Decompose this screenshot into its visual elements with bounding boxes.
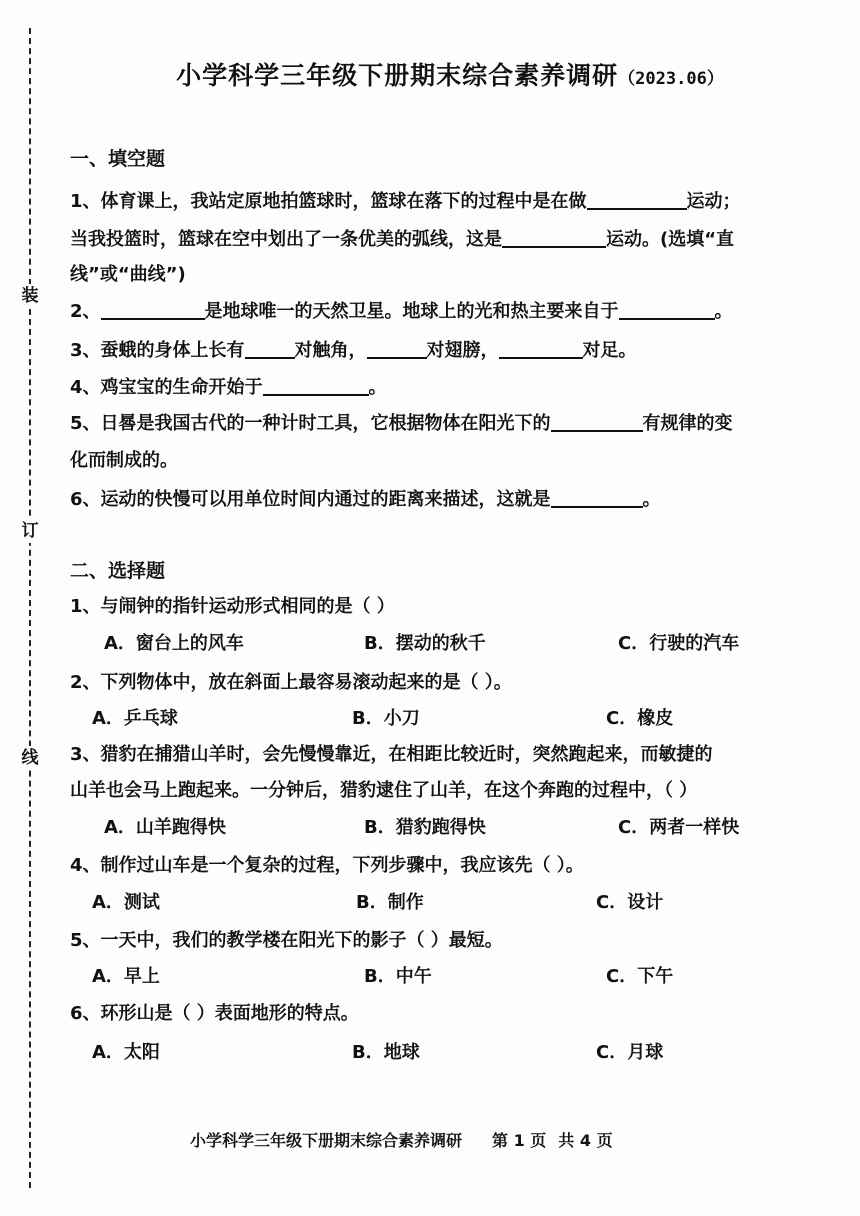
page-title: [40, 56, 860, 92]
fill-q3-blank3[interactable]: [499, 337, 583, 359]
choice-q2-stem: 2、下列物体中，放在斜面上最容易滚动起来的是（ ）。: [70, 672, 512, 693]
choice-q3-option-a[interactable]: A．山羊跑得快: [104, 817, 226, 838]
fill-q1-text-c: 当我投篮时，篮球在空中划出了一条优美的弧线，这是: [70, 229, 502, 250]
fill-q1-text-a: 1、体育课上，我站定原地拍篮球时，篮球在落下的过程中是在做: [70, 191, 587, 212]
choice-q4-option-c[interactable]: C．设计: [596, 892, 664, 913]
choice-q5-option-a[interactable]: A．早上: [92, 966, 160, 987]
footer-total-pages: 共 4 页: [558, 1131, 613, 1150]
binding-mark-xian: 线: [18, 746, 42, 770]
choice-q2-option-a[interactable]: A．乒乓球: [92, 708, 178, 729]
fill-q3-text-b: 对触角，: [294, 340, 367, 361]
choice-q1-stem: 1、与闹钟的指针运动形式相同的是（ ）: [70, 596, 395, 617]
fill-q3: [70, 337, 637, 364]
fill-q2-blank1[interactable]: [101, 298, 205, 320]
choice-q6-option-b[interactable]: B．地球: [352, 1042, 420, 1063]
choice-q6-stem: 6、环形山是（ ）表面地形的特点。: [70, 1003, 359, 1024]
fill-q1-text-b: 运动；: [686, 191, 741, 212]
section-heading-fill-blank: 一、填空题: [70, 148, 166, 170]
fill-q3-text-c: 对翅膀，: [426, 340, 499, 361]
fill-q3-blank2[interactable]: [367, 337, 427, 359]
choice-q2-option-b[interactable]: B．小刀: [352, 708, 420, 729]
fill-q1-blank1[interactable]: [587, 188, 687, 210]
title-text: 小学科学三年级下册期末综合素养调研: [176, 61, 619, 90]
fill-q2: [70, 298, 733, 325]
choice-q5-stem: 5、一天中，我们的教学楼在阳光下的影子（ ）最短。: [70, 930, 503, 951]
fill-q5-blank1[interactable]: [551, 410, 643, 432]
fill-q4-text-a: 4、鸡宝宝的生命开始于: [70, 377, 263, 398]
fill-q3-text-a: 3、蚕蛾的身体上长有: [70, 340, 245, 361]
choice-q1-option-a[interactable]: A．窗台上的风车: [104, 633, 244, 654]
footer-page-number: 第 1 页: [492, 1131, 547, 1150]
fill-q2-blank2[interactable]: [619, 298, 715, 320]
fill-q6-blank1[interactable]: [551, 486, 643, 508]
choice-q3-stem-line2: 山羊也会马上跑起来。一分钟后，猎豹逮住了山羊，在这个奔跑的过程中，（ ）: [70, 780, 698, 801]
fill-q5-line2: 化而制成的。: [70, 450, 178, 471]
fill-q1-line3: 线”或“曲线”): [70, 264, 186, 285]
fill-q6: [70, 486, 661, 513]
choice-q6-option-c[interactable]: C．月球: [596, 1042, 664, 1063]
choice-q5-option-c[interactable]: C．下午: [606, 966, 674, 987]
fill-q3-text-d: 对足。: [582, 340, 637, 361]
choice-q6-option-a[interactable]: A．太阳: [92, 1042, 160, 1063]
binding-dashed-line: [29, 28, 31, 1188]
choice-q3-option-c[interactable]: C．两者一样快: [618, 817, 740, 838]
footer-title: 小学科学三年级下册期末综合素养调研: [190, 1131, 463, 1150]
title-date: （2023.06）: [618, 69, 724, 89]
choice-q4-stem: 4、制作过山车是一个复杂的过程，下列步骤中，我应该先（ ）。: [70, 855, 584, 876]
choice-q3-option-b[interactable]: B．猎豹跑得快: [364, 817, 486, 838]
choice-q1-option-c[interactable]: C．行驶的汽车: [618, 633, 740, 654]
fill-q1-line2: [70, 226, 734, 253]
choice-q2-option-c[interactable]: C．橡皮: [606, 708, 674, 729]
fill-q4: [70, 374, 387, 401]
choice-q4-option-a[interactable]: A．测试: [92, 892, 160, 913]
page-footer: [190, 1128, 613, 1151]
fill-q6-text-b: 。: [642, 489, 661, 510]
fill-q5-line1: [70, 410, 733, 437]
fill-q1-line1: [70, 188, 741, 215]
fill-q2-text-b: 是地球唯一的天然卫星。地球上的光和热主要来自于: [204, 301, 619, 322]
fill-q1-text-d: 运动。(选填“直: [606, 229, 735, 250]
choice-q1-option-b[interactable]: B．摆动的秋千: [364, 633, 486, 654]
fill-q5-text-b: 有规律的变: [642, 413, 733, 434]
fill-q4-text-b: 。: [368, 377, 387, 398]
choice-q3-stem-line1: 3、猎豹在捕猎山羊时，会先慢慢靠近，在相距比较近时，突然跑起来，而敏捷的: [70, 744, 713, 765]
fill-q4-blank1[interactable]: [263, 374, 369, 396]
binding-mark-zhuang: 装: [18, 284, 42, 308]
fill-q1-blank2[interactable]: [502, 226, 606, 248]
fill-q3-blank1[interactable]: [245, 337, 295, 359]
fill-q2-text-c: 。: [714, 301, 733, 322]
fill-q5-text-a: 5、日晷是我国古代的一种计时工具，它根据物体在阳光下的: [70, 413, 551, 434]
binding-mark-ding: 订: [18, 519, 42, 543]
fill-q2-text-a: 2、: [70, 301, 101, 322]
choice-q5-option-b[interactable]: B．中午: [364, 966, 432, 987]
choice-q4-option-b[interactable]: B．制作: [356, 892, 424, 913]
section-heading-choice: 二、选择题: [70, 560, 166, 582]
fill-q6-text-a: 6、运动的快慢可以用单位时间内通过的距离来描述，这就是: [70, 489, 551, 510]
